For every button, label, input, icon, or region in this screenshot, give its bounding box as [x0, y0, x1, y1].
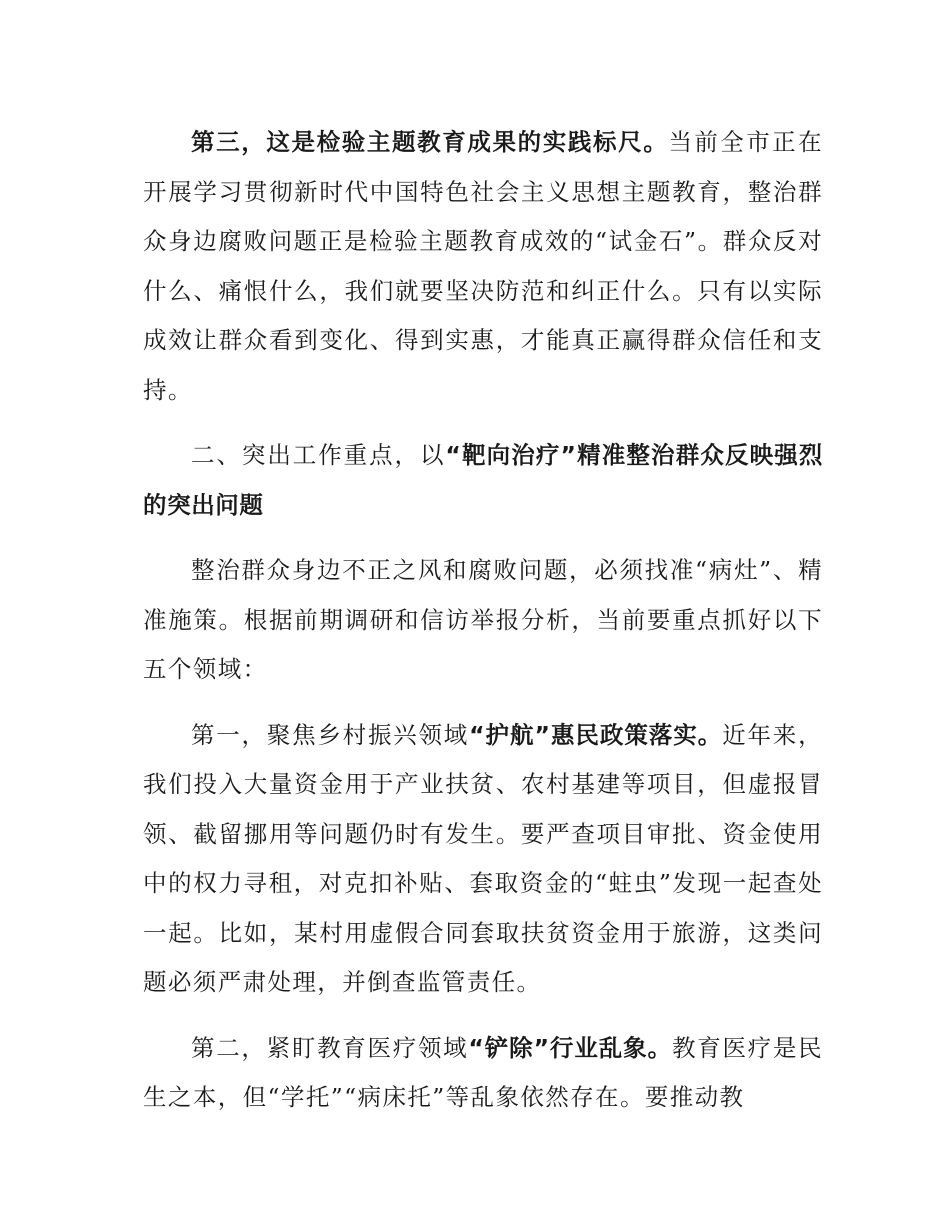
paragraph-bold-phrase: “护航”惠民政策落实。 [469, 720, 723, 749]
paragraph-first-area [143, 711, 823, 1008]
paragraph-bold-lead: 第三，这是检验主题教育成果的实践标尺。 [191, 128, 669, 156]
paragraph-body-text: 整治群众身边不正之风和腐败问题，必须找准“病灶”、精准施策。根据前期调研和信访举报分析，当前要重点抓好以下五个领域： [143, 556, 823, 683]
paragraph-lead: 第二，紧盯教育医疗领域 [191, 1033, 469, 1062]
paragraph-body-text: 近年来，我们投入大量资金用于产业扶贫、农村基建等项目，但虚报冒领、截留挪用等问题仍时有发生。要严查项目审批、资金使用中的权力寻租，对克扣补贴、套取资金的“蛀虫”发现一起查处一起。比如，某村用虚假合同套取扶贫资金用于旅游，这类问题必须严肃处理，并倒查监管责任。 [143, 720, 823, 996]
paragraph-bold-phrase: “铲除”行业乱象。 [468, 1033, 673, 1062]
document-page [143, 118, 823, 1139]
paragraph-body-text: 教育医疗是民生之本，但“学托”“病床托”等乱象依然存在。要推动教 [143, 1033, 823, 1111]
paragraph-lead: 第一，聚焦乡村振兴领域 [191, 720, 470, 749]
section-heading-two [143, 431, 823, 530]
paragraph-second-area [143, 1024, 823, 1123]
heading-bold: “靶向治疗”精准整治群众反映强烈的突出问题 [143, 441, 823, 519]
heading-lead: 二、突出工作重点，以 [191, 441, 446, 469]
paragraph-body-text: 当前全市正在开展学习贯彻新时代中国特色社会主义思想主题教育，整治群众身边腐败问题正是检验主题教育成效的“试金石”。群众反对什么、痛恨什么，我们就要坚决防范和纠正什么。只有以实际成效让群众看到变化、得到实惠，才能真正赢得群众信任和支持。 [143, 128, 823, 404]
paragraph-third-point [143, 118, 823, 415]
paragraph-intro [143, 546, 823, 695]
